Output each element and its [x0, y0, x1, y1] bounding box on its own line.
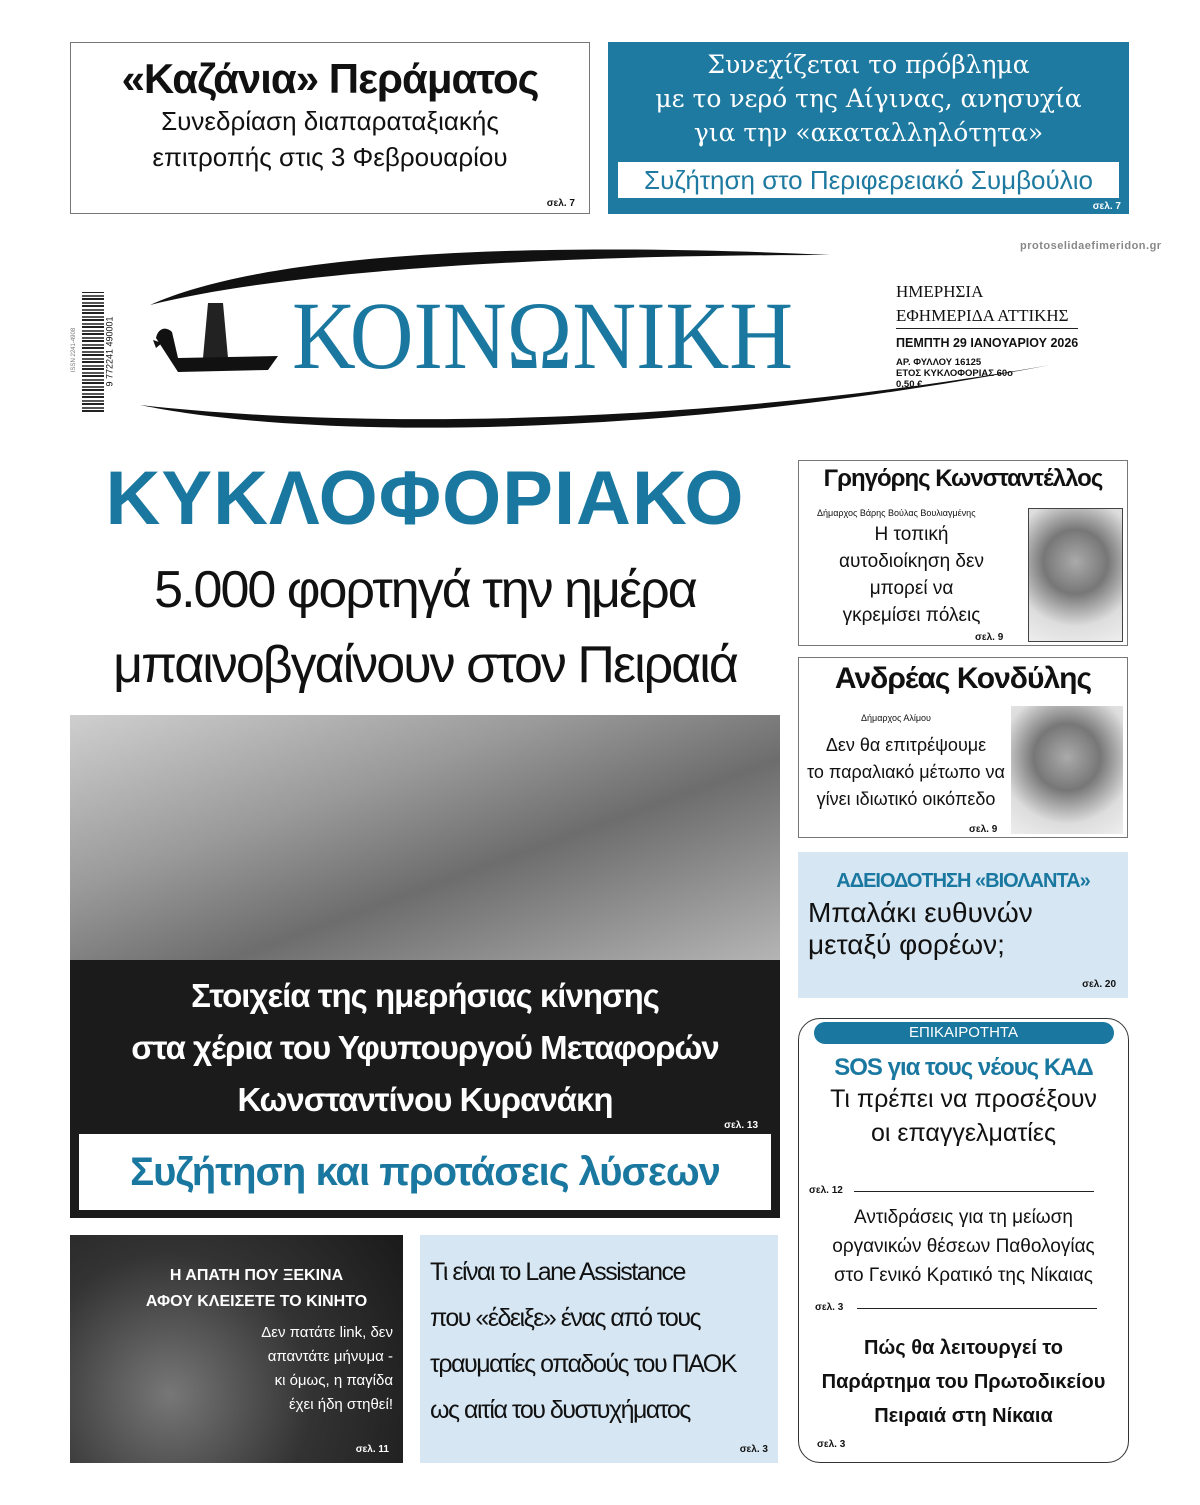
- quote: [801, 732, 1011, 813]
- story-text: [430, 1249, 778, 1433]
- masthead-line1: ΗΜΕΡΗΣΙΑ: [896, 282, 984, 301]
- page-ref: σελ. 20: [1082, 979, 1116, 990]
- kicker-line: Η ΑΠΑΤΗ ΠΟΥ ΞΕΚΙΝΑ: [169, 1267, 344, 1284]
- person-role: Δήμαρχος Βάρης Βούλας Βουλιαγμένης: [817, 508, 976, 518]
- page-ref: σελ. 7: [546, 198, 575, 209]
- lead-subhead: Συζήτηση και προτάσεις λύσεων: [79, 1134, 771, 1210]
- watermark: protoselidaefimeridon.gr: [1020, 240, 1162, 252]
- person-name: Γρηγόρης Κωνσταντέλλος: [823, 465, 1103, 492]
- story-line: απαντάτε μήνυμα -: [267, 1348, 393, 1365]
- story-line: στο Γενικό Κρατικό της Νίκαιας: [834, 1265, 1093, 1286]
- page-ref: σελ. 9: [975, 632, 1004, 643]
- teaser-line: με το νερό της Αίγινας, ανησυχία: [655, 84, 1082, 113]
- issue-number: ΑΡ. ΦΥΛΛΟΥ 16125: [896, 357, 982, 368]
- section-label: ΕΠΙΚΑΙΡΟΤΗΤΑ: [814, 1022, 1114, 1044]
- person-role: Δήμαρχος Αλίμου: [861, 713, 931, 723]
- page-ref: σελ. 3: [817, 1439, 846, 1450]
- teaser-subhead: Συζήτηση στο Περιφερειακό Συμβούλιο: [618, 162, 1119, 198]
- story-line: Αντιδράσεις για τη μείωση: [854, 1207, 1073, 1228]
- story-line: Πώς θα λειτουργεί το: [863, 1337, 1064, 1359]
- story-court-annex[interactable]: [799, 1331, 1128, 1433]
- quote-line: μπορεί να: [869, 578, 954, 599]
- teaser-line: επιτροπής στις 3 Φεβρουαρίου: [152, 142, 508, 172]
- story-line: τραυματίες οπαδούς του ΠΑΟΚ: [430, 1350, 736, 1378]
- story-text: [70, 1321, 393, 1417]
- price: 0,50 €: [896, 379, 923, 390]
- person-name: Ανδρέας Κονδύλης: [834, 662, 1092, 695]
- current-affairs-box: [798, 1018, 1129, 1463]
- quote-line: το παραλιακό μέτωπο να: [807, 762, 1005, 782]
- traffic-photo: [70, 715, 780, 961]
- interview-konstantellos[interactable]: [798, 460, 1128, 646]
- story-line: ως αιτία του δυστυχήματος: [430, 1396, 690, 1424]
- barcode: [82, 292, 104, 412]
- story-line: οι επαγγελματίες: [870, 1119, 1057, 1147]
- divider: [854, 1191, 1094, 1192]
- teaser-aegina-water[interactable]: [608, 42, 1129, 214]
- kicker-line: ΑΦΟΥ ΚΛΕΙΣΕΤΕ ΤΟ ΚΙΝΗΤΟ: [145, 1293, 368, 1310]
- story-line: Πειραιά στη Νίκαια: [874, 1405, 1053, 1427]
- story-violanta[interactable]: [798, 852, 1128, 998]
- quote: [799, 521, 1024, 629]
- story-line: Μπαλάκι ευθυνών: [808, 897, 1033, 928]
- page-ref: σελ. 11: [355, 1444, 389, 1455]
- deck-line: Κωνσταντίνου Κυρανάκη: [237, 1081, 613, 1118]
- quote-line: Η τοπική: [874, 524, 949, 545]
- teaser-kazania[interactable]: [70, 42, 590, 214]
- issue-date: ΠΕΜΠΤΗ 29 ΙΑΝΟΥΑΡΙΟΥ 2026: [896, 336, 1079, 350]
- lead-headline[interactable]: 5.000 φορτηγά την ημέρα: [154, 561, 696, 619]
- teaser-line: Συνεδρίαση διαπαραταξιακής: [161, 106, 499, 136]
- ship-logo-icon: [148, 298, 288, 388]
- newspaper-title: ΚΟΙΝΩΝΙΚΗ: [292, 282, 794, 389]
- quote-line: αυτοδιοίκηση δεν: [839, 551, 984, 572]
- lead-kicker[interactable]: ΚΥΚΛΟΦΟΡΙΑΚΟ: [105, 456, 745, 541]
- lead-headline[interactable]: μπαινοβγαίνουν στον Πειραιά: [113, 636, 737, 694]
- quote-line: γκρεμίσει πόλεις: [842, 605, 981, 626]
- issn: ISSN 2241-4908: [71, 327, 77, 373]
- story-line: Τι πρέπει να προσέξουν: [830, 1085, 1097, 1113]
- story-kicker: ΑΔΕΙΟΔΟΤΗΣΗ «ΒΙΟΛΑΝΤΑ»: [836, 870, 1090, 892]
- teaser-line: Συνεχίζεται το πρόβλημα: [707, 50, 1030, 79]
- masthead-line2: ΕΦΗΜΕΡΙΔΑ ΑΤΤΙΚΗΣ: [896, 306, 1078, 329]
- story-sos-kad[interactable]: [799, 1054, 1128, 1150]
- quote-line: γίνει ιδιωτικό οικόπεδο: [816, 789, 996, 809]
- page-ref: σελ. 3: [739, 1444, 768, 1455]
- teaser-line: για την «ακαταλληλότητα»: [693, 118, 1044, 147]
- interview-kondylis[interactable]: [798, 657, 1128, 838]
- story-phone-scam[interactable]: [70, 1235, 403, 1463]
- story-line: που «έδειξε» ένας από τους: [430, 1304, 701, 1332]
- teaser-title: «Καζάνια» Περάματος: [121, 55, 539, 102]
- story-kicker: [110, 1263, 403, 1315]
- circulation-year: ΕΤΟΣ ΚΥΚΛΟΦΟΡΙΑΣ 60ο: [896, 368, 1013, 379]
- portrait-photo: [1011, 706, 1123, 834]
- story-line: Παράρτημα του Πρωτοδικείου: [821, 1371, 1106, 1393]
- page-ref: σελ. 13: [724, 1120, 758, 1131]
- story-line: οργανικών θέσεων Παθολογίας: [832, 1236, 1095, 1257]
- story-pathology[interactable]: [799, 1203, 1128, 1290]
- quote-line: Δεν θα επιτρέψουμε: [825, 735, 987, 755]
- barcode-number: 9 772241 490001: [104, 316, 115, 387]
- deck-line: στα χέρια του Υφυπουργού Μεταφορών: [131, 1029, 719, 1066]
- story-line: κι όμως, η παγίδα: [274, 1372, 393, 1389]
- divider: [857, 1308, 1097, 1309]
- page-ref: σελ. 12: [809, 1185, 843, 1196]
- lead-deck-box: [70, 960, 780, 1218]
- story-line: Τι είναι το Lane Assistance: [430, 1258, 685, 1286]
- deck-line: Στοιχεία της ημερήσιας κίνησης: [191, 977, 659, 1014]
- page-ref: σελ. 7: [1092, 201, 1121, 212]
- story-line: έχει ήδη στηθεί!: [288, 1396, 393, 1413]
- masthead-info: [896, 282, 1078, 390]
- page-ref: σελ. 9: [969, 824, 998, 835]
- story-line: Δεν πατάτε link, δεν: [261, 1324, 393, 1341]
- story-line: μεταξύ φορέων;: [808, 929, 1005, 960]
- page-ref: σελ. 3: [815, 1302, 844, 1313]
- portrait-photo: [1028, 508, 1123, 642]
- story-kicker: SOS για τους νέους ΚΑΔ: [834, 1054, 1093, 1081]
- story-lane-assistance[interactable]: [420, 1235, 778, 1463]
